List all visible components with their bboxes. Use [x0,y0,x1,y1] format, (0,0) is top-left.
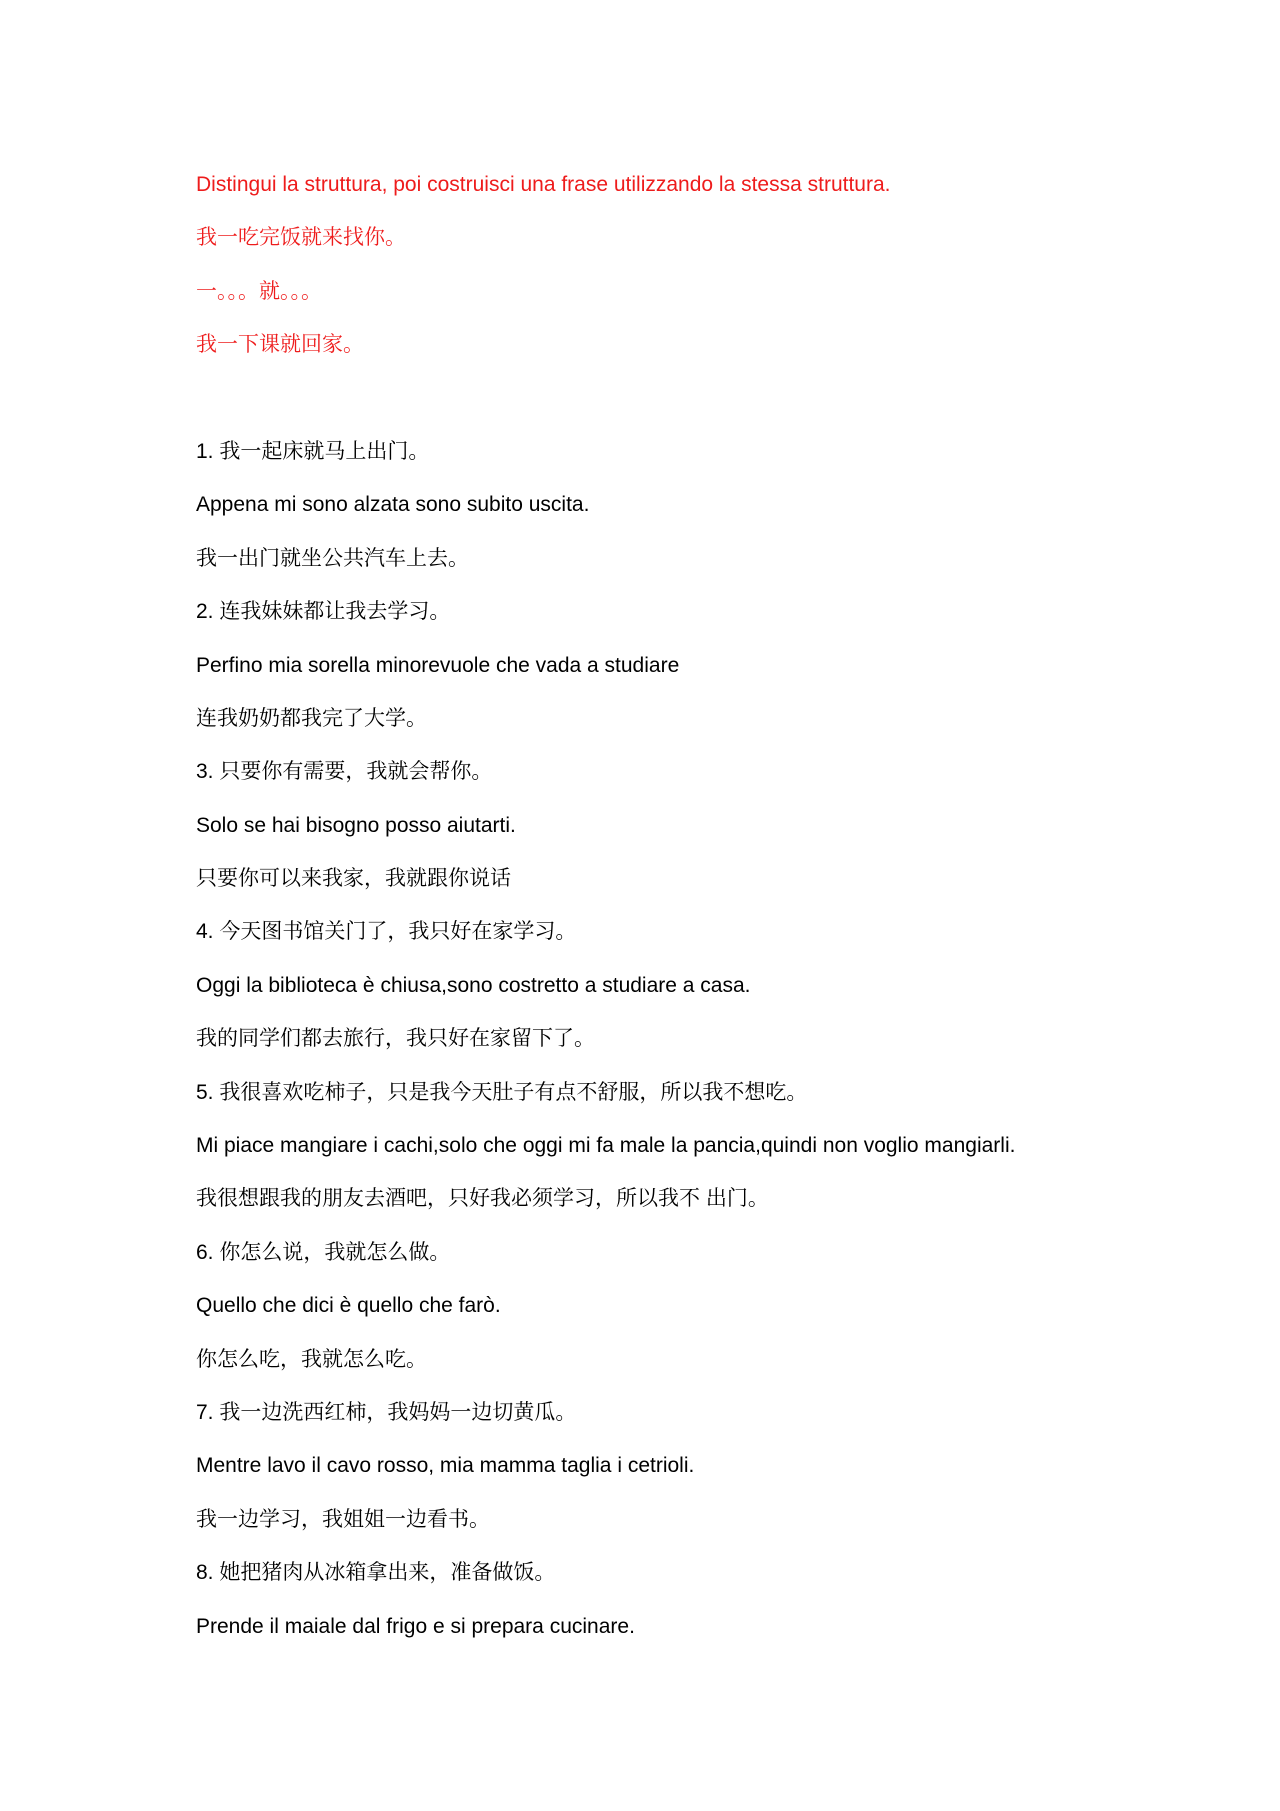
exercise-translation: Mentre lavo il cavo rosso, mia mamma taglia i cetrioli. [196,1454,695,1478]
exercise-translation: Solo se hai bisogno posso aiutarti. [196,813,516,837]
exercise-item [196,915,1096,1075]
exercise-sentence: 6. 你怎么说，我就怎么做。 [196,1240,451,1264]
exercise-new-sentence: 连我奶奶都我完了大学。 [196,706,427,730]
exercise-new-sentence: 你怎么吃，我就怎么吃。 [196,1347,427,1371]
instruction-text: Distingui la struttura, poi costruisci una frase utilizzando la stessa struttura. [196,173,891,196]
exercise-sentence: 2. 连我妹妹都让我去学习。 [196,600,451,624]
example-sentence: 我一吃完饭就来找你。 [196,226,406,250]
exercise-translation: Mi piace mangiare i cachi,solo che oggi mi fa male la pancia,quindi non voglio mangiarli. [196,1134,1016,1158]
exercise-sentence: 5. 我很喜欢吃柿子，只是我今天肚子有点不舒服，所以我不想吃。 [196,1080,808,1104]
exercise-item [196,595,1096,755]
instructions-block [196,168,1096,382]
exercise-translation: Quello che dici è quello che farò. [196,1294,501,1318]
exercise-new-sentence: 只要你可以来我家，我就跟你说话 [196,867,511,891]
structure-pattern: 一。。。就。。。 [196,279,322,303]
exercise-list [196,435,1096,1663]
exercise-sentence: 3. 只要你有需要，我就会帮你。 [196,760,493,784]
exercise-sentence: 7. 我一边洗西红柿，我妈妈一边切黄瓜。 [196,1400,577,1424]
exercise-new-sentence: 我很想跟我的朋友去酒吧，只好我必须学习，所以我不 出门。 [196,1187,769,1211]
exercise-item [196,755,1096,915]
exercise-sentence: 4. 今天图书馆关门了，我只好在家学习。 [196,920,577,944]
exercise-new-sentence: 我的同学们都去旅行，我只好在家留下了。 [196,1027,595,1051]
exercise-item [196,1236,1096,1396]
exercise-translation: Perfino mia sorella minorevuole che vada a studiare [196,653,680,677]
exercise-item [196,1076,1096,1236]
exercise-item [196,1396,1096,1556]
exercise-new-sentence: 我一出门就坐公共汽车上去。 [196,546,469,570]
example-new-sentence: 我一下课就回家。 [196,333,364,357]
exercise-translation: Oggi la biblioteca è chiusa,sono costretto a studiare a casa. [196,973,751,997]
exercise-new-sentence: 我一边学习，我姐姐一边看书。 [196,1507,490,1531]
blank-line [196,382,1096,435]
exercise-item [196,1556,1096,1663]
exercise-sentence: 1. 我一起床就马上出门。 [196,439,430,463]
exercise-translation: Prende il maiale dal frigo e si prepara cucinare. [196,1614,635,1638]
exercise-translation: Appena mi sono alzata sono subito uscita. [196,493,590,517]
document-body [196,168,1096,1663]
exercise-sentence: 8. 她把猪肉从冰箱拿出来，准备做饭。 [196,1561,556,1585]
exercise-item [196,435,1096,595]
